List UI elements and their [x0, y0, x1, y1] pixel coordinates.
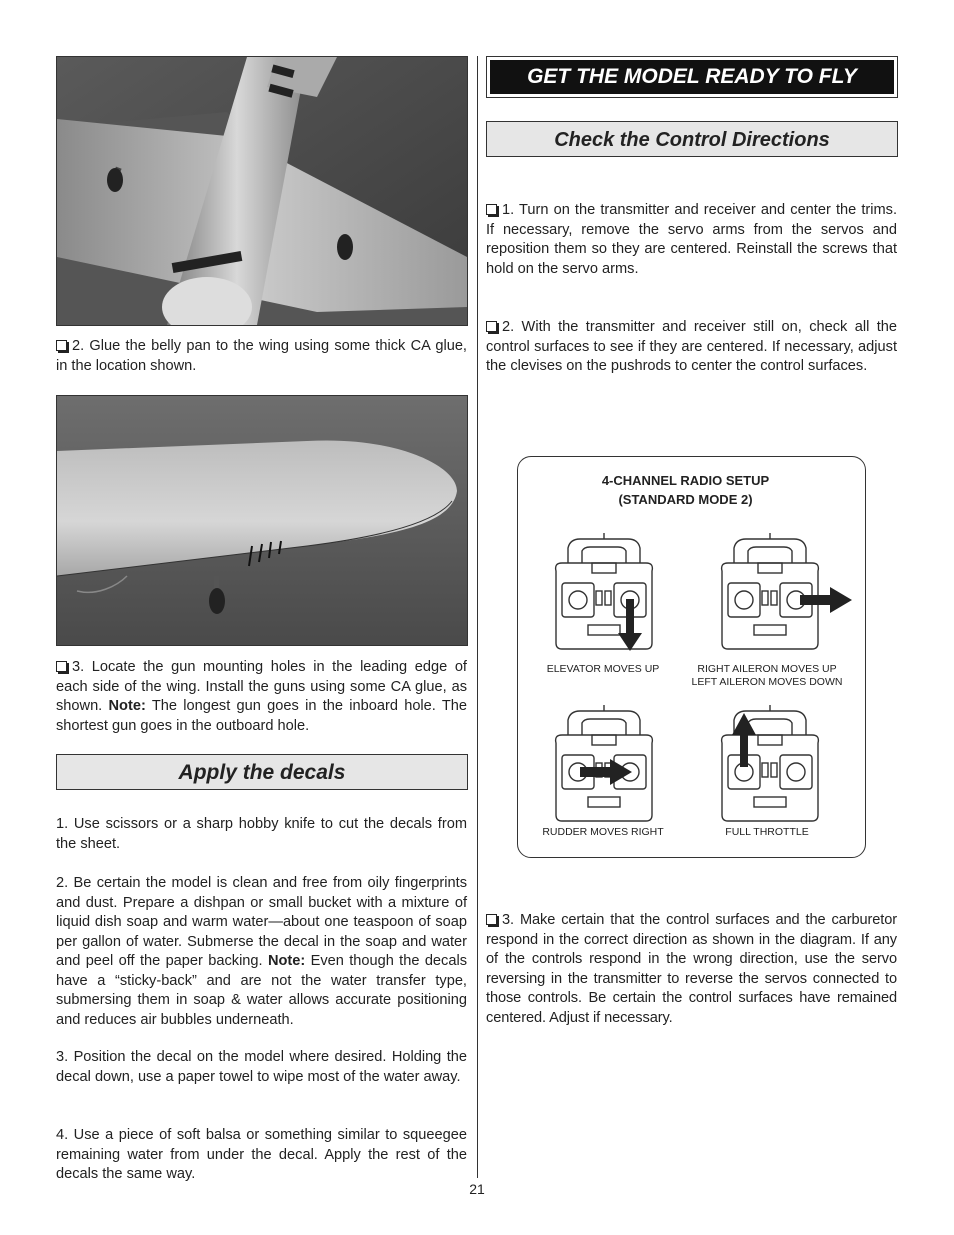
checkbox-icon[interactable] — [56, 340, 67, 351]
main-heading-frame — [486, 56, 898, 98]
radio-setup-diagram — [517, 456, 866, 858]
belly-pan-photo — [56, 56, 468, 326]
step-3-paragraph: 3. Locate the gun mounting holes in the leading edge of each side of the wing. Install the guns using some CA glue, as shown. Note: The longest gun goes in the inboard hole. The shortest gun goes in the outboard hole. — [56, 659, 467, 734]
decals-step-4: 4. Use a piece of soft balsa or something similar to squeegee remaining water from under the decal. Apply the rest of the decals the same way. — [56, 1127, 467, 1182]
transmitter-elevator-icon — [548, 533, 660, 653]
checkbox-icon[interactable] — [486, 204, 497, 215]
check-control-directions-heading: Check the Control Directions — [486, 121, 898, 157]
transmitter-aileron-icon — [714, 533, 860, 653]
decals-step-1: 1. Use scissors or a sharp hobby knife to cut the decals from the sheet. — [56, 816, 467, 852]
decals-step-3: 3. Position the decal on the model where desired. Holding the decal down, use a paper towel to wipe most of the water away. — [56, 1049, 467, 1085]
diagram-title: 4-CHANNEL RADIO SETUP (STANDARD MODE 2) — [601, 473, 770, 507]
transmitter-rudder-icon — [548, 705, 660, 825]
step-2-paragraph: 2. Glue the belly pan to the wing using some thick CA glue, in the location shown. — [56, 338, 467, 374]
control-step-3: 3. Make certain that the control surfaces and the carburetor respond in the correct direction as shown in the diagram. If any of the controls respond in the wrong direction, use the servo reversing in the transmitter to reverse the servos connected to those controls. Be certain the control surfaces have remained centered. Adjust if necessary. — [486, 912, 897, 1026]
checkbox-icon[interactable] — [56, 661, 67, 672]
label-elevator: ELEVATOR MOVES UP — [546, 663, 660, 675]
apply-decals-heading: Apply the decals — [56, 754, 468, 790]
decals-step-2: 2. Be certain the model is clean and free from oily fingerprints and dust. Prepare a dishpan or small bucket with a mixture of liquid dish soap and warm water—about one teaspoon of soap per gallon of water. Submerse the decal in the soap and water and peel off the paper backing. Note: Even though the decals have a “sticky-back” and are not the water transfer type, submersing them in soap & water allows accurate positioning and reduces air bubbles underneath. — [56, 875, 468, 1028]
label-rudder: RUDDER MOVES RIGHT — [542, 826, 664, 838]
checkbox-icon[interactable] — [486, 914, 497, 925]
main-heading: GET THE MODEL READY TO FLY — [490, 60, 894, 94]
page-number: 21 — [469, 1181, 485, 1197]
label-aileron: RIGHT AILERON MOVES UP LEFT AILERON MOVES DOWN — [691, 663, 843, 688]
wing-guns-photo — [56, 395, 468, 646]
control-step-2: 2. With the transmitter and receiver still on, check all the control surfaces to see if they are centered. If necessary, adjust the clevises on the pushrods to center the control surfaces. — [486, 319, 897, 374]
transmitter-throttle-icon — [714, 705, 826, 825]
control-step-1: 1. Turn on the transmitter and receiver and center the trims. If necessary, remove the servo arms from the servos and reposition them so they are centered. Reinstall the screws that hold on the servo arms. — [486, 202, 897, 277]
column-divider — [477, 56, 478, 1178]
checkbox-icon[interactable] — [486, 321, 497, 332]
label-throttle: FULL THROTTLE — [725, 826, 809, 838]
